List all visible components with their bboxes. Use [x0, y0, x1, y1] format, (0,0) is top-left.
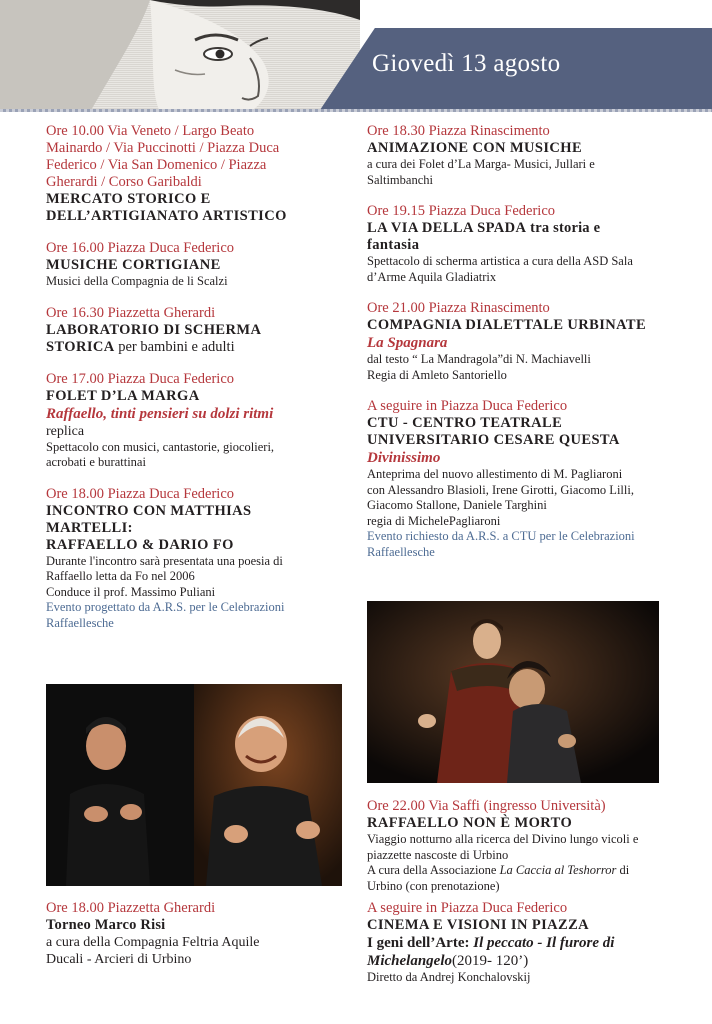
event-description: Saltimbanchi — [367, 172, 433, 187]
event-title: MERCATO STORICO E — [46, 191, 211, 207]
event-title-rest: tra storia e — [526, 220, 601, 236]
event-musiche-cortigiane — [46, 240, 342, 290]
photo-theatre-scene — [367, 601, 659, 783]
event-film-name: Michelangelo — [367, 953, 452, 969]
event-description: Durante l'incontro sarà presentata una poesia di — [46, 553, 283, 568]
event-time-place: Ore 16.30 Piazzetta Gherardi — [46, 304, 216, 321]
right-column-bottom — [367, 798, 667, 1001]
event-time-place: Ore 18.30 Piazza Rinascimento — [367, 123, 550, 139]
photo-actors-icon — [367, 601, 659, 783]
event-incontro-martelli — [46, 486, 342, 632]
event-torneo-marco-risi — [46, 900, 342, 968]
left-column-bottom — [46, 900, 342, 983]
photo-two-men-icon — [46, 684, 342, 886]
event-film-name: Il peccato - Il furore di — [473, 935, 615, 951]
event-time-place: Federico / Via San Domenico / Piazza — [46, 157, 267, 173]
event-description: piazzette nascoste di Urbino — [367, 847, 509, 862]
event-description: Viaggio notturno alla ricerca del Divino lungo vicoli e — [367, 832, 639, 846]
event-time-place: A seguire in Piazza Duca Federico — [367, 398, 568, 414]
event-title-bold: LA VIA DELLA SPADA — [367, 220, 527, 236]
event-time-place: Ore 17.00 Piazza Duca Federico — [46, 370, 235, 387]
event-title — [46, 339, 342, 356]
event-title: INCONTRO CON MATTHIAS — [46, 502, 252, 519]
event-film-year: (2019- 120’) — [452, 953, 529, 969]
event-title: RAFFAELLO NON È MORTO — [367, 815, 573, 831]
event-description: a cura della Compagnia Feltria Aquile — [46, 935, 260, 950]
event-title: CTU - CENTRO TEATRALE — [367, 415, 563, 431]
event-subtitle: Raffaello, tinti pensieri su dolzi ritmi — [46, 405, 274, 422]
header-portrait-engraving — [0, 0, 360, 112]
event-subtitle: La Spagnara — [367, 335, 448, 351]
event-desc-part: di — [616, 863, 630, 877]
event-film-series: I geni dell’Arte: — [367, 935, 474, 951]
event-description: Regia di Amleto Santoriello — [367, 367, 507, 382]
event-via-della-spada — [367, 203, 667, 285]
header-divider — [0, 109, 712, 112]
event-time-place: Ore 10.00 Via Veneto / Largo Beato — [46, 123, 255, 139]
event-mercato-storico — [46, 123, 342, 225]
event-subtitle: Divinissimo — [367, 450, 441, 466]
event-title: CINEMA E VISIONI IN PIAZZA — [367, 917, 590, 933]
event-title: MUSICHE CORTIGIANE — [46, 257, 221, 273]
event-description: con Alessandro Blasioli, Irene Girotti, Giacomo Lilli, — [367, 482, 634, 497]
event-time-place: Ore 18.00 Piazzetta Gherardi — [46, 900, 216, 916]
event-description: acrobati e burattinai — [46, 455, 146, 469]
event-time-place: Ore 18.00 Piazza Duca Federico — [46, 485, 235, 502]
event-title: fantasia — [367, 237, 420, 253]
event-time-place: A seguire in Piazza Duca Federico — [367, 900, 568, 916]
event-title: UNIVERSITARIO CESARE QUESTA — [367, 432, 620, 448]
event-description: a cura dei Folet d’La Marga- Musici, Jullari e — [367, 157, 595, 171]
event-description: Diretto da Andrej Konchalovskij — [367, 970, 531, 984]
event-replica: replica — [46, 423, 85, 439]
event-title-rest: per bambini e adulti — [114, 338, 235, 355]
event-description: Raffaello letta da Fo nel 2006 — [46, 569, 195, 583]
left-column — [46, 123, 342, 646]
event-title-bold: STORICA — [46, 338, 115, 355]
event-title: ANIMAZIONE CON MUSICHE — [367, 140, 583, 156]
event-raffaello-non-morto — [367, 798, 667, 894]
event-title: FOLET D’LA MARGA — [46, 387, 200, 404]
event-description: Urbino (con prenotazione) — [367, 878, 500, 893]
event-description: Spettacolo di scherma artistica a cura della ASD Sala — [367, 254, 633, 268]
event-title: Torneo Marco Risi — [46, 917, 166, 933]
portrait-engraving-icon — [0, 0, 360, 112]
event-desc-italic: La Caccia al Teshorror — [499, 863, 617, 877]
event-description: Conduce il prof. Massimo Puliani — [46, 584, 216, 599]
event-note: Evento richiesto da A.R.S. a CTU per le Celebrazioni — [367, 529, 635, 543]
event-description: Spettacolo con musici, cantastorie, giocolieri, — [46, 439, 275, 454]
event-note: Raffaellesche — [46, 615, 114, 630]
right-column — [367, 123, 667, 575]
event-folet-la-marga — [46, 371, 342, 471]
event-description: dal testo “ La Mandragola”di N. Machiavelli — [367, 352, 591, 366]
event-film-title — [367, 934, 667, 952]
photo-martelli-fo — [46, 684, 342, 886]
event-description: Musici della Compagnia de li Scalzi — [46, 274, 228, 288]
event-desc-part: A cura della Associazione — [367, 863, 500, 877]
event-compagnia-dialettale — [367, 300, 667, 383]
event-time-place: Ore 21.00 Piazza Rinascimento — [367, 300, 550, 316]
event-description: Anteprima del nuovo allestimento di M. Pagliaroni — [367, 467, 623, 481]
event-animazione-musiche — [367, 123, 667, 188]
event-title: RAFFAELLO & DARIO FO — [46, 536, 234, 553]
event-note: Evento progettato da A.R.S. per le Celebrazioni — [46, 600, 285, 614]
event-note: Raffaellesche — [367, 544, 435, 559]
event-time-place: Ore 19.15 Piazza Duca Federico — [367, 203, 556, 219]
event-title: LABORATORIO DI SCHERMA — [46, 321, 262, 338]
event-description: Ducali - Arcieri di Urbino — [46, 952, 192, 967]
event-film-title — [367, 952, 667, 970]
event-time-place: Gherardi / Corso Garibaldi — [46, 174, 202, 190]
page-title: Giovedì 13 agosto — [372, 50, 561, 77]
event-title: DELL’ARTIGIANATO ARTISTICO — [46, 208, 287, 224]
event-description: regia di MichelePagliaroni — [367, 513, 501, 528]
event-time-place: Ore 22.00 Via Saffi (ingresso Università) — [367, 798, 606, 814]
event-description: d’Arme Aquila Gladiatrix — [367, 269, 497, 284]
event-title: COMPAGNIA DIALETTALE URBINATE — [367, 317, 647, 333]
event-time-place: Mainardo / Via Puccinotti / Piazza Duca — [46, 140, 280, 156]
event-laboratorio-scherma — [46, 305, 342, 356]
event-ctu-divinissimo — [367, 398, 667, 560]
event-title — [367, 220, 667, 237]
event-description: Giacomo Stallone, Daniele Targhini — [367, 498, 547, 512]
event-cinema-visioni — [367, 900, 667, 986]
event-description — [367, 863, 667, 879]
event-time-place: Ore 16.00 Piazza Duca Federico — [46, 240, 235, 256]
event-title: MARTELLI: — [46, 519, 133, 536]
